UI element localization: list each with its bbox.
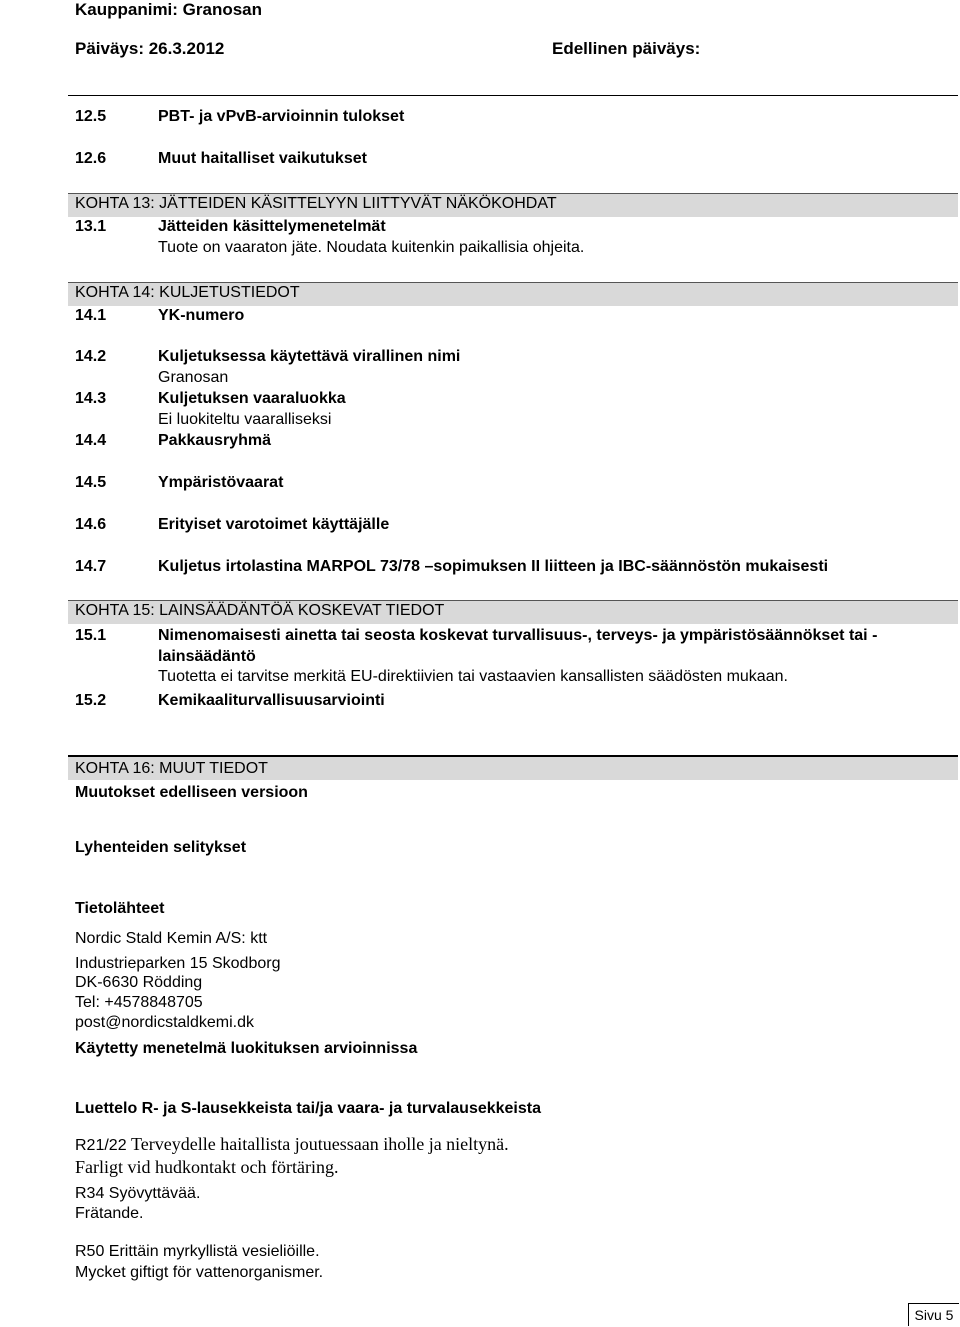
section-14-3-value: Ei luokiteltu vaaralliseksi	[158, 411, 332, 428]
address-line: Nordic Stald Kemin A/S: ktt	[75, 930, 268, 947]
address-line: DK-6630 Rödding	[75, 974, 203, 991]
section-15-1-title-line2: lainsäädäntö	[158, 648, 256, 665]
method-heading: Käytetty menetelmä luokituksen arvioinnissa	[75, 1040, 418, 1057]
section-15-1-text: Tuotetta ei tarvitse merkitä EU-direktiivien tai vastaavien kansallisten säädösten mukaan.	[158, 668, 788, 685]
address-line: Tel: +4578848705	[75, 994, 203, 1011]
section-14-5-number: 14.5	[75, 474, 107, 491]
section-14-2-title: Kuljetuksessa käytettävä virallinen nimi	[158, 348, 461, 365]
r21-code: R21/22	[75, 1137, 127, 1154]
address-line: Industrieparken 15 Skodborg	[75, 955, 281, 972]
section-14-7-number: 14.7	[75, 558, 107, 575]
address-email: post@nordicstaldkemi.dk	[75, 1014, 254, 1031]
r50-finnish: R50 Erittäin myrkyllistä vesieliöille.	[75, 1243, 320, 1260]
section-14-2-value: Granosan	[158, 369, 229, 386]
r34-finnish: R34 Syövyttävää.	[75, 1185, 201, 1202]
phrase-list-heading: Luettelo R- ja S-lausekkeista tai/ja vaara- ja turvalausekkeista	[75, 1100, 541, 1117]
section-12-5-number: 12.5	[75, 108, 107, 125]
sources-heading: Tietolähteet	[75, 900, 165, 917]
section-15-1-number: 15.1	[75, 627, 107, 644]
section-13-1-text: Tuote on vaaraton jäte. Noudata kuitenkin paikallisia ohjeita.	[158, 239, 585, 256]
section-14-1-number: 14.1	[75, 307, 107, 324]
section-15-2-title: Kemikaaliturvallisuusarviointi	[158, 692, 385, 709]
r21-finnish: Terveydelle haitallista joutuessaan iholle ja nieltynä.	[131, 1134, 509, 1154]
section-15-heading: KOHTA 15: LAINSÄÄDÄNTÖÄ KOSKEVAT TIEDOT	[75, 602, 445, 619]
date-header: Päiväys: 26.3.2012	[75, 39, 225, 58]
section-12-5-title: PBT- ja vPvB-arvioinnin tulokset	[158, 108, 405, 125]
section-13-1-title: Jätteiden käsittelymenetelmät	[158, 218, 386, 235]
section-14-heading: KOHTA 14: KULJETUSTIEDOT	[75, 284, 300, 301]
section-14-4-title: Pakkausryhmä	[158, 432, 271, 449]
section-14-6-number: 14.6	[75, 516, 107, 533]
section-14-4-number: 14.4	[75, 432, 107, 449]
section-14-2-number: 14.2	[75, 348, 107, 365]
section-13-heading: KOHTA 13: JÄTTEIDEN KÄSITTELYYN LIITTYVÄT NÄKÖKOHDAT	[75, 195, 557, 212]
r21-swedish: Farligt vid hudkontakt och förtäring.	[75, 1157, 339, 1177]
section-14-1-title: YK-numero	[158, 307, 245, 324]
section-15-2-number: 15.2	[75, 692, 107, 709]
r50-swedish: Mycket giftigt för vattenorganismer.	[75, 1264, 324, 1281]
r21-line	[75, 1134, 509, 1155]
product-name-header: Kauppanimi: Granosan	[75, 0, 263, 19]
header-divider	[68, 95, 958, 96]
r34-swedish: Frätande.	[75, 1205, 144, 1222]
section-14-7-title: Kuljetus irtolastina MARPOL 73/78 –sopimuksen II liitteen ja IBC-säännöstön mukaisesti	[158, 558, 829, 575]
section-12-6-title: Muut haitalliset vaikutukset	[158, 150, 367, 167]
section-14-3-title: Kuljetuksen vaaraluokka	[158, 390, 346, 407]
changes-heading: Muutokset edelliseen versioon	[75, 784, 308, 801]
section-14-5-title: Ympäristövaarat	[158, 474, 284, 491]
section-12-6-number: 12.6	[75, 150, 107, 167]
section-13-1-number: 13.1	[75, 218, 107, 235]
section-14-6-title: Erityiset varotoimet käyttäjälle	[158, 516, 390, 533]
section-14-3-number: 14.3	[75, 390, 107, 407]
previous-date-header: Edellinen päiväys:	[552, 39, 701, 58]
page-number: Sivu 5	[908, 1303, 959, 1326]
section-16-heading: KOHTA 16: MUUT TIEDOT	[75, 760, 268, 777]
section-15-1-title-line1: Nimenomaisesti ainetta tai seosta koskevat turvallisuus-, terveys- ja ympäristösäännökset tai -	[158, 627, 878, 644]
abbreviations-heading: Lyhenteiden selitykset	[75, 839, 247, 856]
